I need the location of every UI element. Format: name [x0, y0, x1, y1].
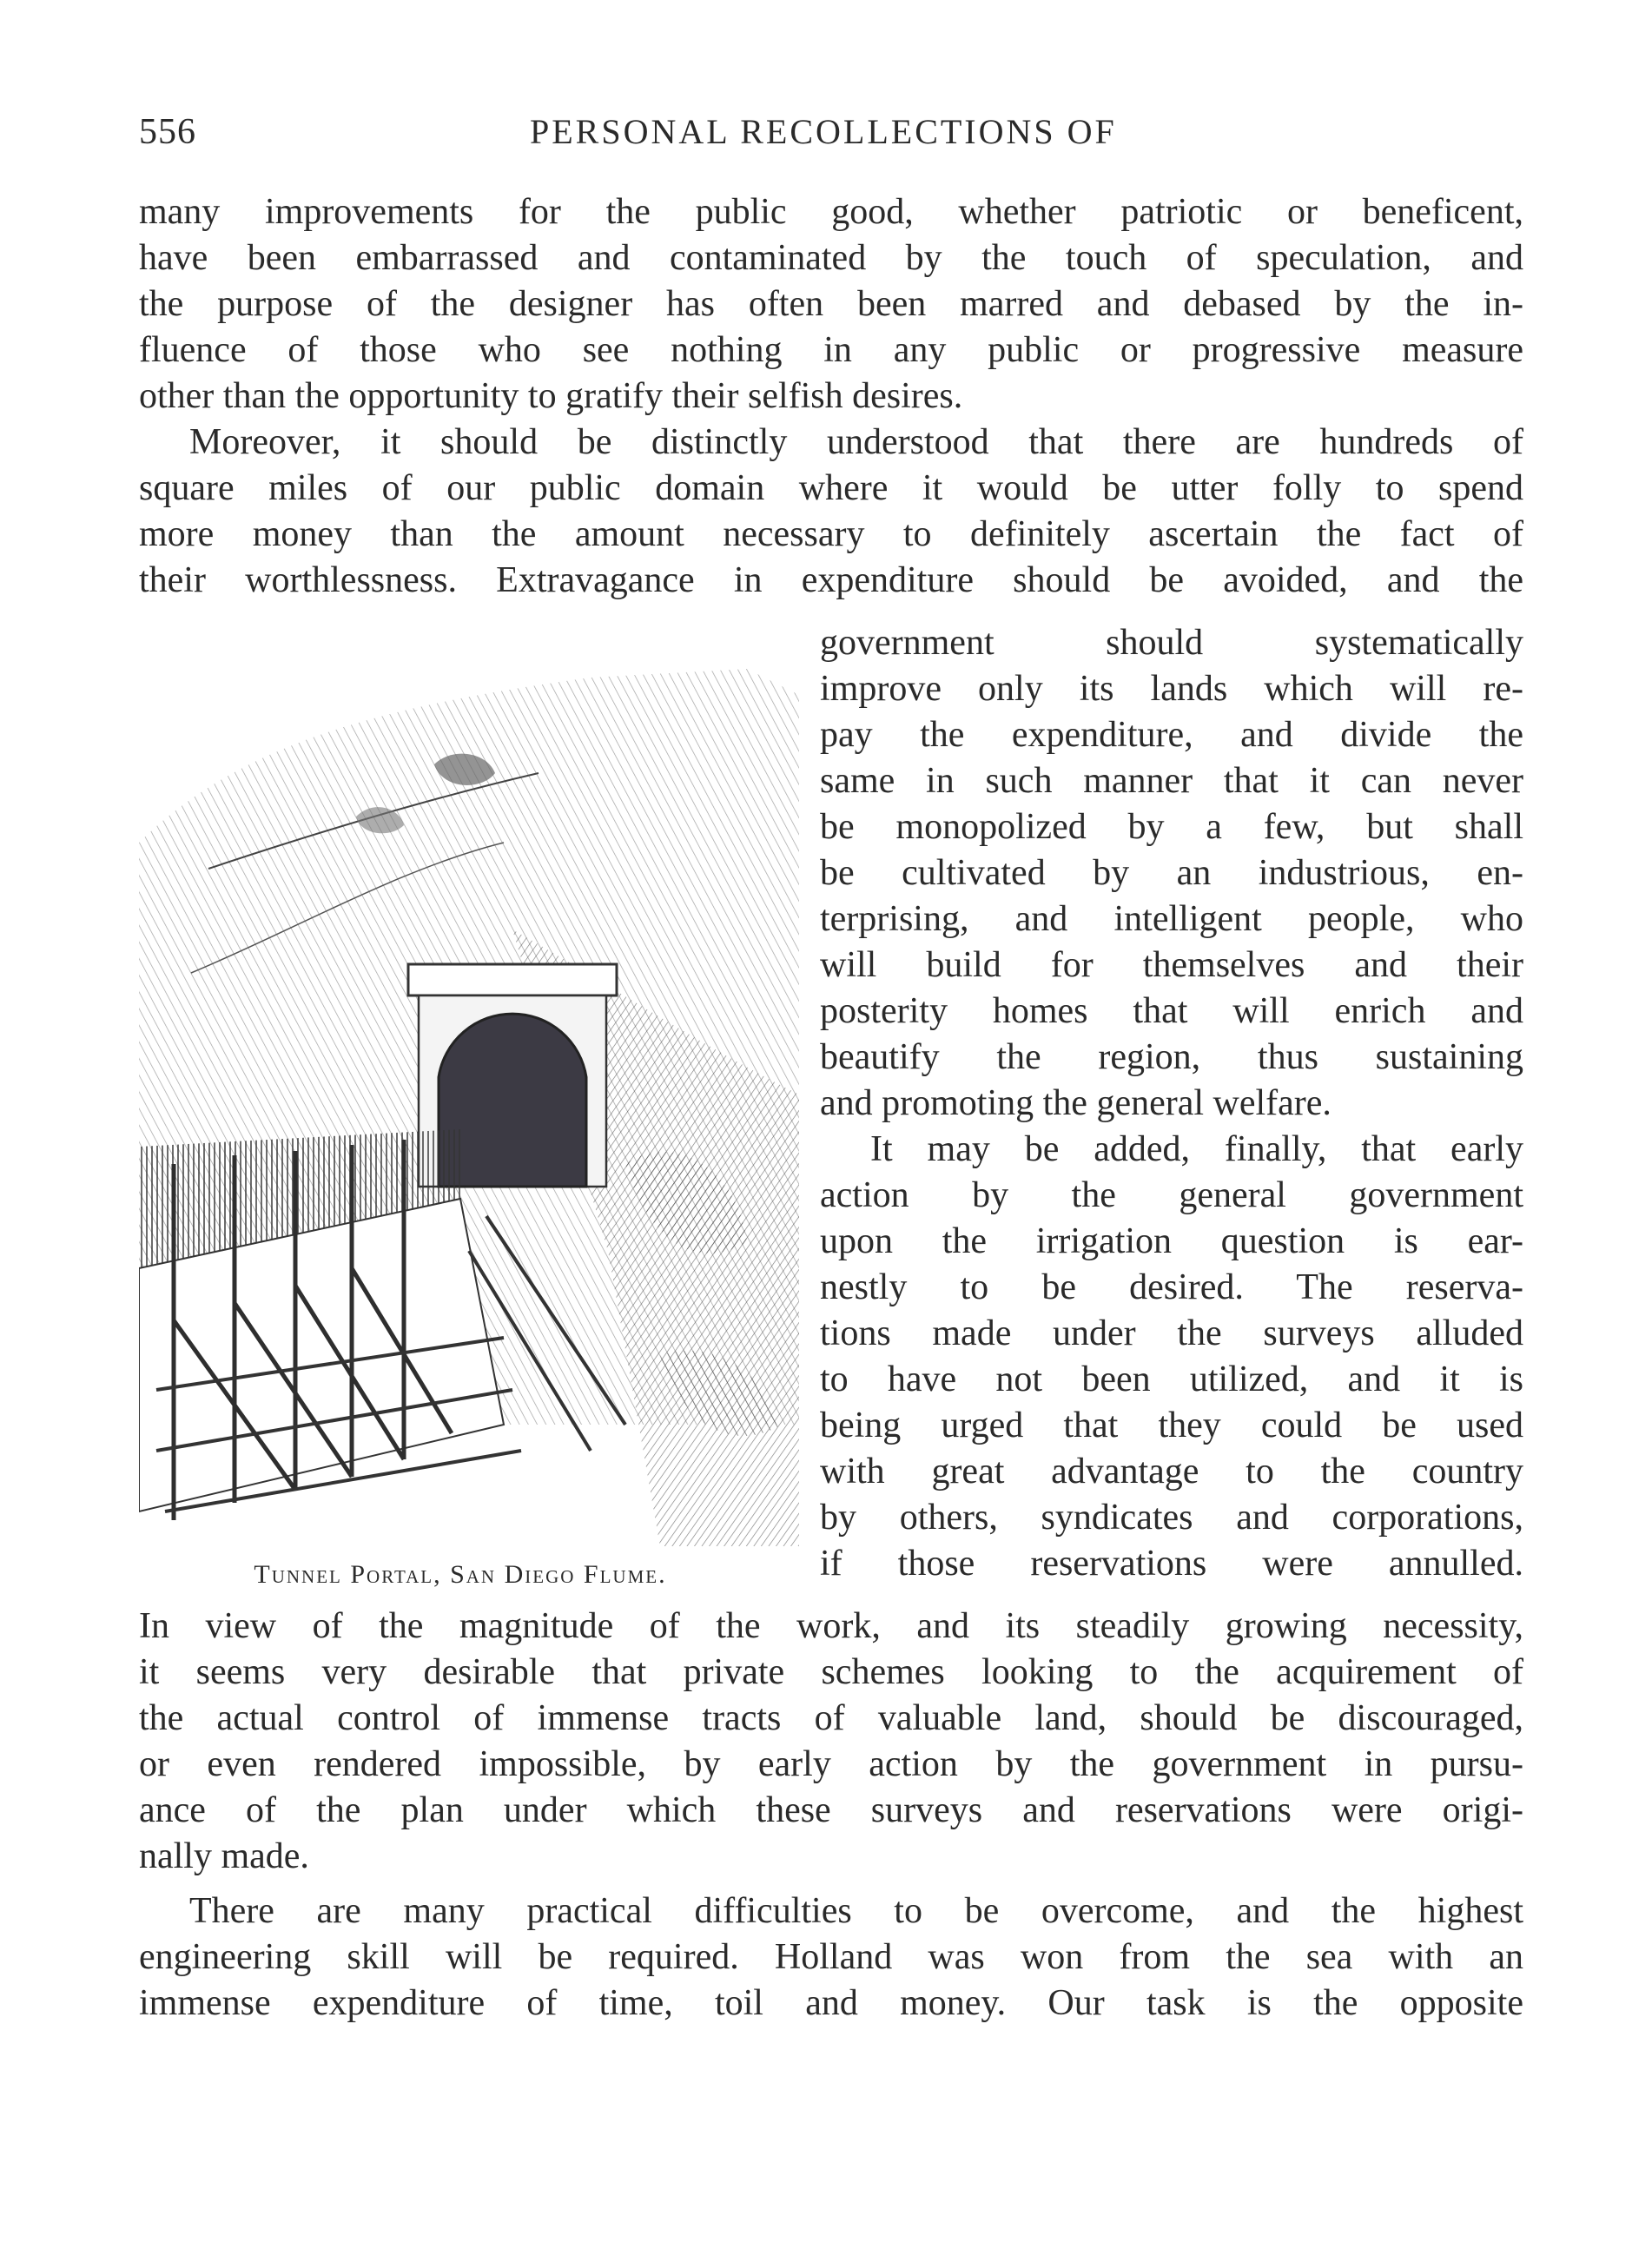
text-line: more money than the amount necessary to definitely ascertain the fact of	[139, 514, 1523, 554]
text-line: action by the general government	[820, 1175, 1523, 1215]
text-line: In view of the magnitude of the work, and its steadily growing necessity,	[139, 1606, 1523, 1646]
text-line: improve only its lands which will re-	[820, 669, 1523, 709]
paragraph-column	[820, 620, 1523, 1587]
text-line: It may be added, finally, that early	[870, 1129, 1523, 1169]
text-line: There are many practical difficulties to be overcome, and the highest	[189, 1891, 1523, 1931]
text-line: other than the opportunity to gratify their selfish desires.	[139, 376, 963, 416]
text-line: or even rendered impossible, by early action by the government in pursu-	[139, 1744, 1523, 1784]
text-line: be cultivated by an industrious, en-	[820, 853, 1523, 893]
text-line: fluence of those who see nothing in any public or progressive measure	[139, 330, 1523, 370]
text-line: tions made under the surveys alluded	[820, 1313, 1523, 1353]
text-line: it seems very desirable that private schemes looking to the acquirement of	[139, 1652, 1523, 1692]
running-head: PERSONAL RECOLLECTIONS OF	[530, 112, 1117, 151]
text-line: have been embarrassed and contaminated by the touch of speculation, and	[139, 238, 1523, 278]
text-line: many improvements for the public good, whether patriotic or beneficent,	[139, 192, 1523, 232]
text-line: will build for themselves and their	[820, 945, 1523, 985]
text-line: same in such manner that it can never	[820, 761, 1523, 801]
text-line: the purpose of the designer has often been marred and debased by the in-	[139, 284, 1523, 324]
text-line: ance of the plan under which these surveys and reservations were origi-	[139, 1790, 1523, 1830]
paragraph-block-bottom	[139, 1604, 1523, 2027]
text-line: nestly to be desired. The reserva-	[820, 1267, 1523, 1307]
text-line: with great advantage to the country	[820, 1452, 1523, 1491]
text-line: to have not been utilized, and it is	[820, 1359, 1523, 1399]
text-line: engineering skill will be required. Holland was won from the sea with an	[139, 1937, 1523, 1977]
text-line: if those reservations were annulled.	[820, 1544, 1523, 1584]
text-line: by others, syndicates and corporations,	[820, 1498, 1523, 1538]
paragraph-block-top	[139, 189, 1523, 604]
text-line: be monopolized by a few, but shall	[820, 807, 1523, 847]
figure-caption: Tunnel Portal, San Diego Flume.	[254, 1560, 667, 1589]
text-line: pay the expenditure, and divide the	[820, 715, 1523, 755]
text-line: nally made.	[139, 1836, 309, 1876]
text-line: being urged that they could be used	[820, 1405, 1523, 1445]
engraving-drawing	[139, 643, 799, 1564]
page-header	[139, 111, 1523, 167]
page-number: 556	[139, 112, 196, 152]
text-line: and promoting the general welfare.	[820, 1083, 1332, 1123]
text-line: government should systematically	[820, 623, 1523, 663]
text-line: the actual control of immense tracts of valuable land, should be discouraged,	[139, 1698, 1523, 1738]
text-line: terprising, and intelligent people, who	[820, 899, 1523, 939]
text-line: their worthlessness. Extravagance in expenditure should be avoided, and the	[139, 560, 1523, 600]
text-line: upon the irrigation question is ear-	[820, 1221, 1523, 1261]
text-line: immense expenditure of time, toil and money. Our task is the opposite	[139, 1983, 1523, 2023]
text-line: posterity homes that will enrich and	[820, 991, 1523, 1031]
text-line: Moreover, it should be distinctly understood that there are hundreds of	[189, 422, 1523, 462]
text-line: square miles of our public domain where it would be utter folly to spend	[139, 468, 1523, 508]
text-line: beautify the region, thus sustaining	[820, 1037, 1523, 1077]
tunnel-portal-illustration	[139, 643, 799, 1564]
